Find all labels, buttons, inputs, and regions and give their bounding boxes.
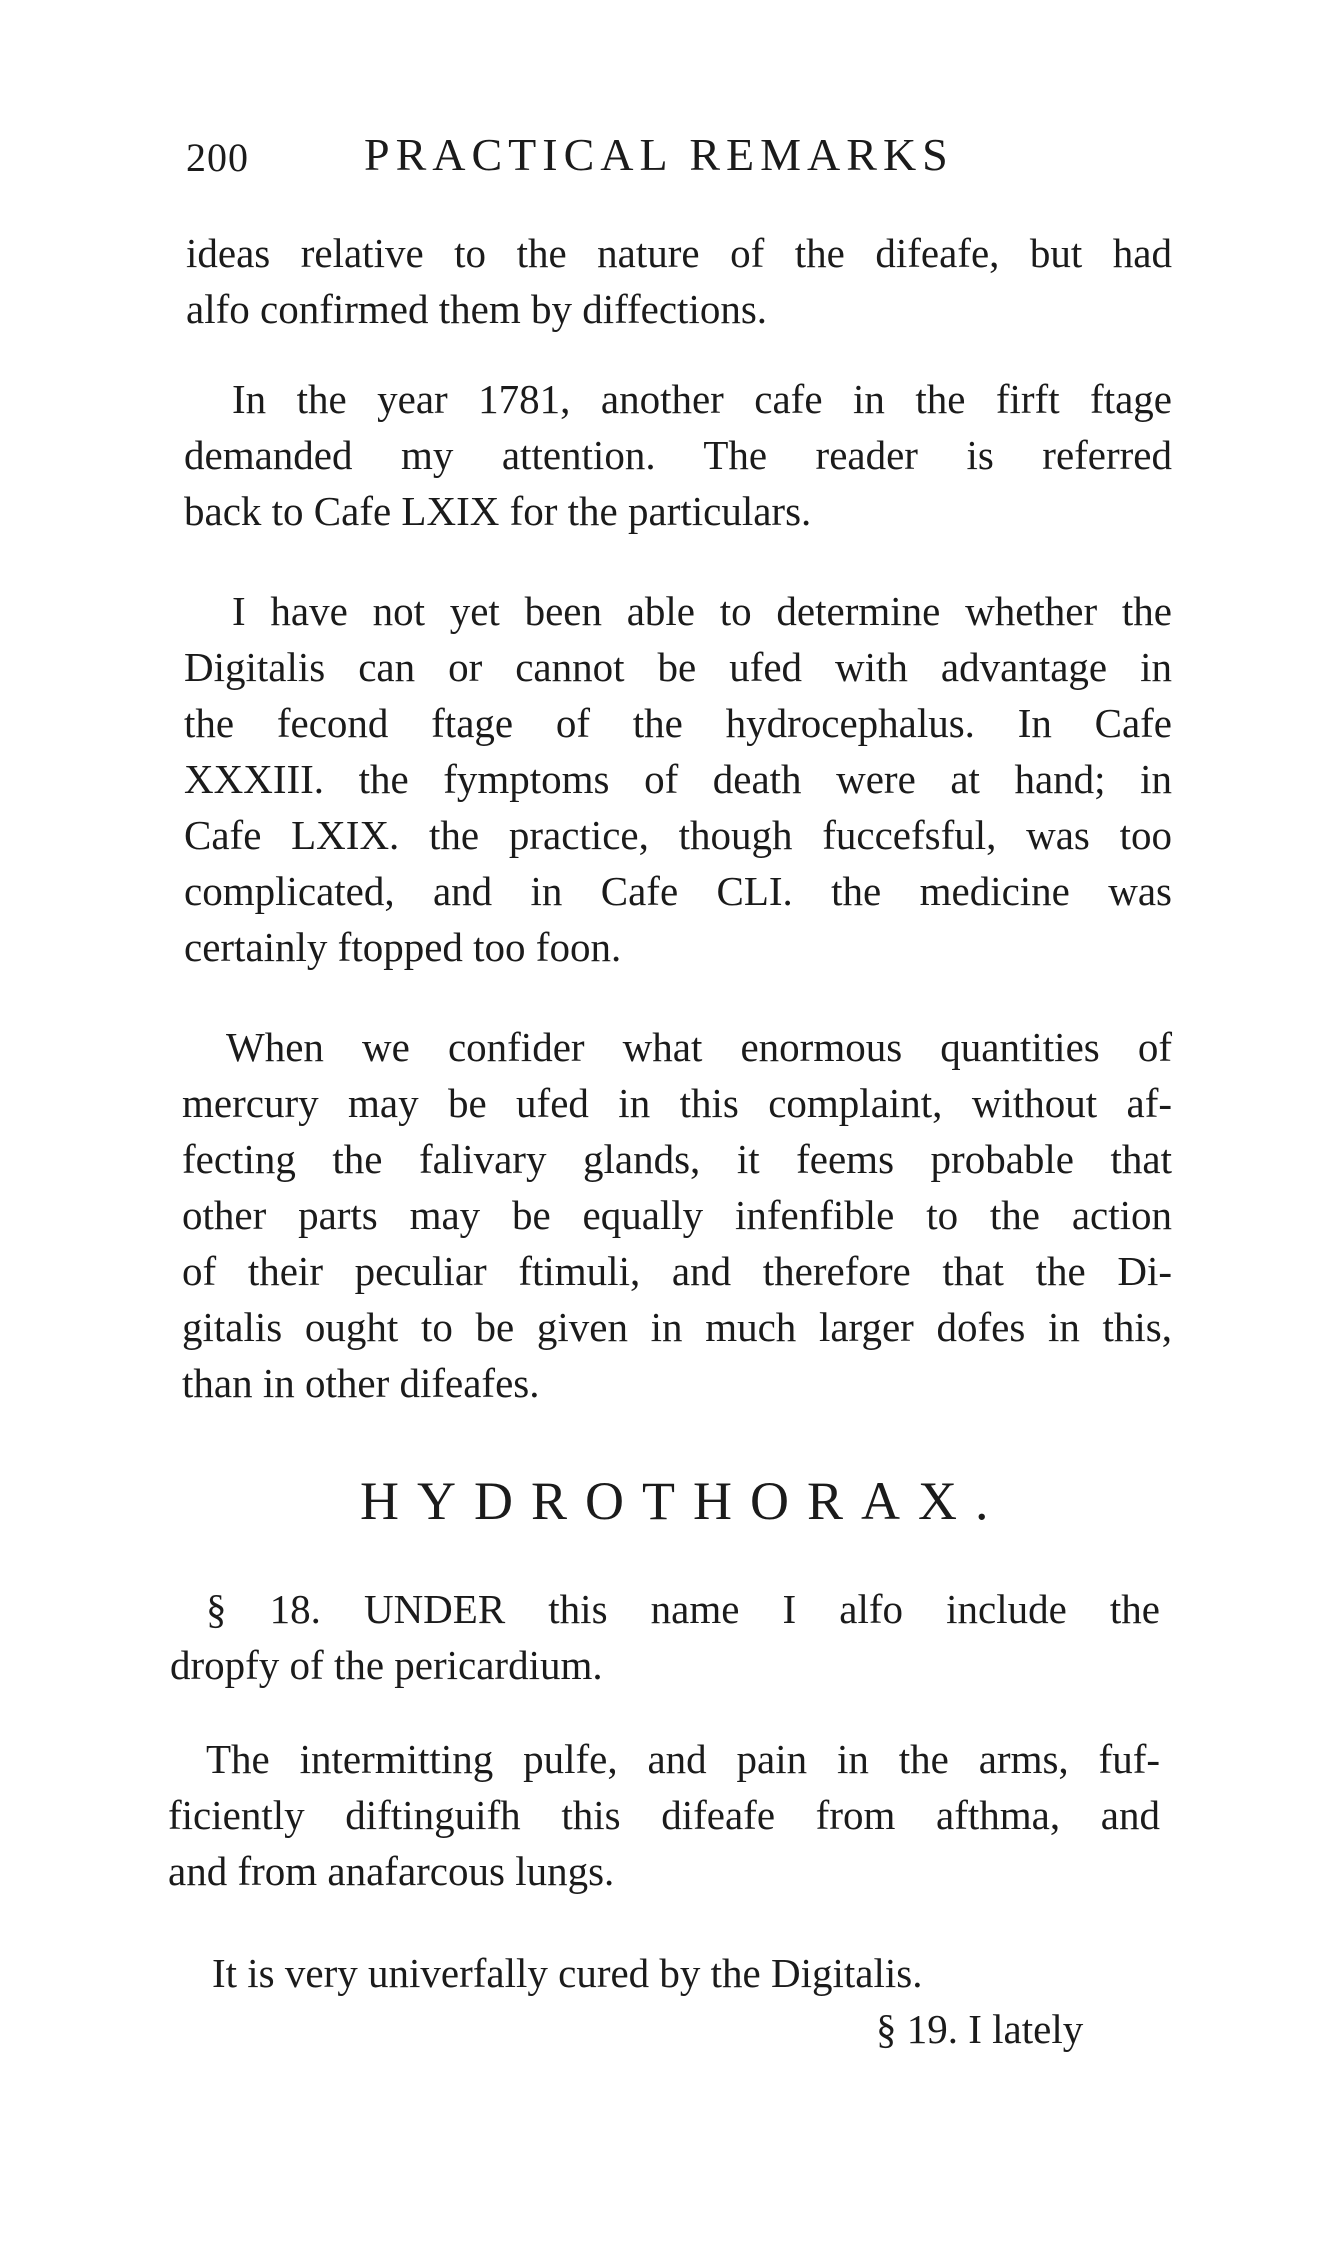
text-line: Digitalis can or cannot be ufed with advantage in [184,644,1172,690]
text-line: XXXIII. the fymptoms of death were at hand; in [184,756,1172,802]
text-line: Cafe LXIX. the practice, though fuccefsful, was too [184,812,1172,858]
page-number: 200 [186,135,249,180]
text-line: and from anafarcous lungs. [168,1848,615,1894]
text-line: than in other difeafes. [182,1360,540,1406]
text-line: other parts may be equally infenfible to the action [182,1192,1172,1238]
text-line: of their peculiar ftimuli, and therefore that the Di- [182,1248,1172,1294]
text-line: It is very univerfally cured by the Digitalis. [212,1950,923,1996]
text-line: the fecond ftage of the hydrocephalus. In Cafe [184,700,1172,746]
running-title: PRACTICAL REMARKS [364,129,954,180]
text-line: mercury may be ufed in this complaint, without af- [182,1080,1172,1126]
text-line: § 18. UNDER this name I alfo include the [206,1586,1160,1632]
text-line: fecting the falivary glands, it feems probable that [182,1136,1172,1182]
text-line: I have not yet been able to determine whether the [232,588,1172,634]
catchword: § 19. I lately [876,2006,1084,2052]
text-line: alfo confirmed them by diffections. [186,286,768,332]
text-line: back to Cafe LXIX for the particulars. [184,488,812,534]
text-line: gitalis ought to be given in much larger dofes in this, [182,1304,1172,1350]
text-line: ficiently diftinguifh this difeafe from afthma, and [168,1792,1160,1838]
text-line: demanded my attention. The reader is referred [184,432,1172,478]
text-line: The intermitting pulfe, and pain in the arms, fuf- [206,1736,1160,1782]
text-line: complicated, and in Cafe CLI. the medicine was [184,868,1172,914]
text-line: In the year 1781, another cafe in the firft ftage [232,376,1172,422]
running-head [186,128,1186,188]
text-line: certainly ftopped too foon. [184,924,622,970]
text-line: ideas relative to the nature of the difeafe, but had [186,230,1172,276]
text-line: dropfy of the pericardium. [170,1642,603,1688]
text-line: When we confider what enormous quantities of [226,1024,1172,1070]
section-heading: HYDROTHORAX. [360,1471,1007,1531]
